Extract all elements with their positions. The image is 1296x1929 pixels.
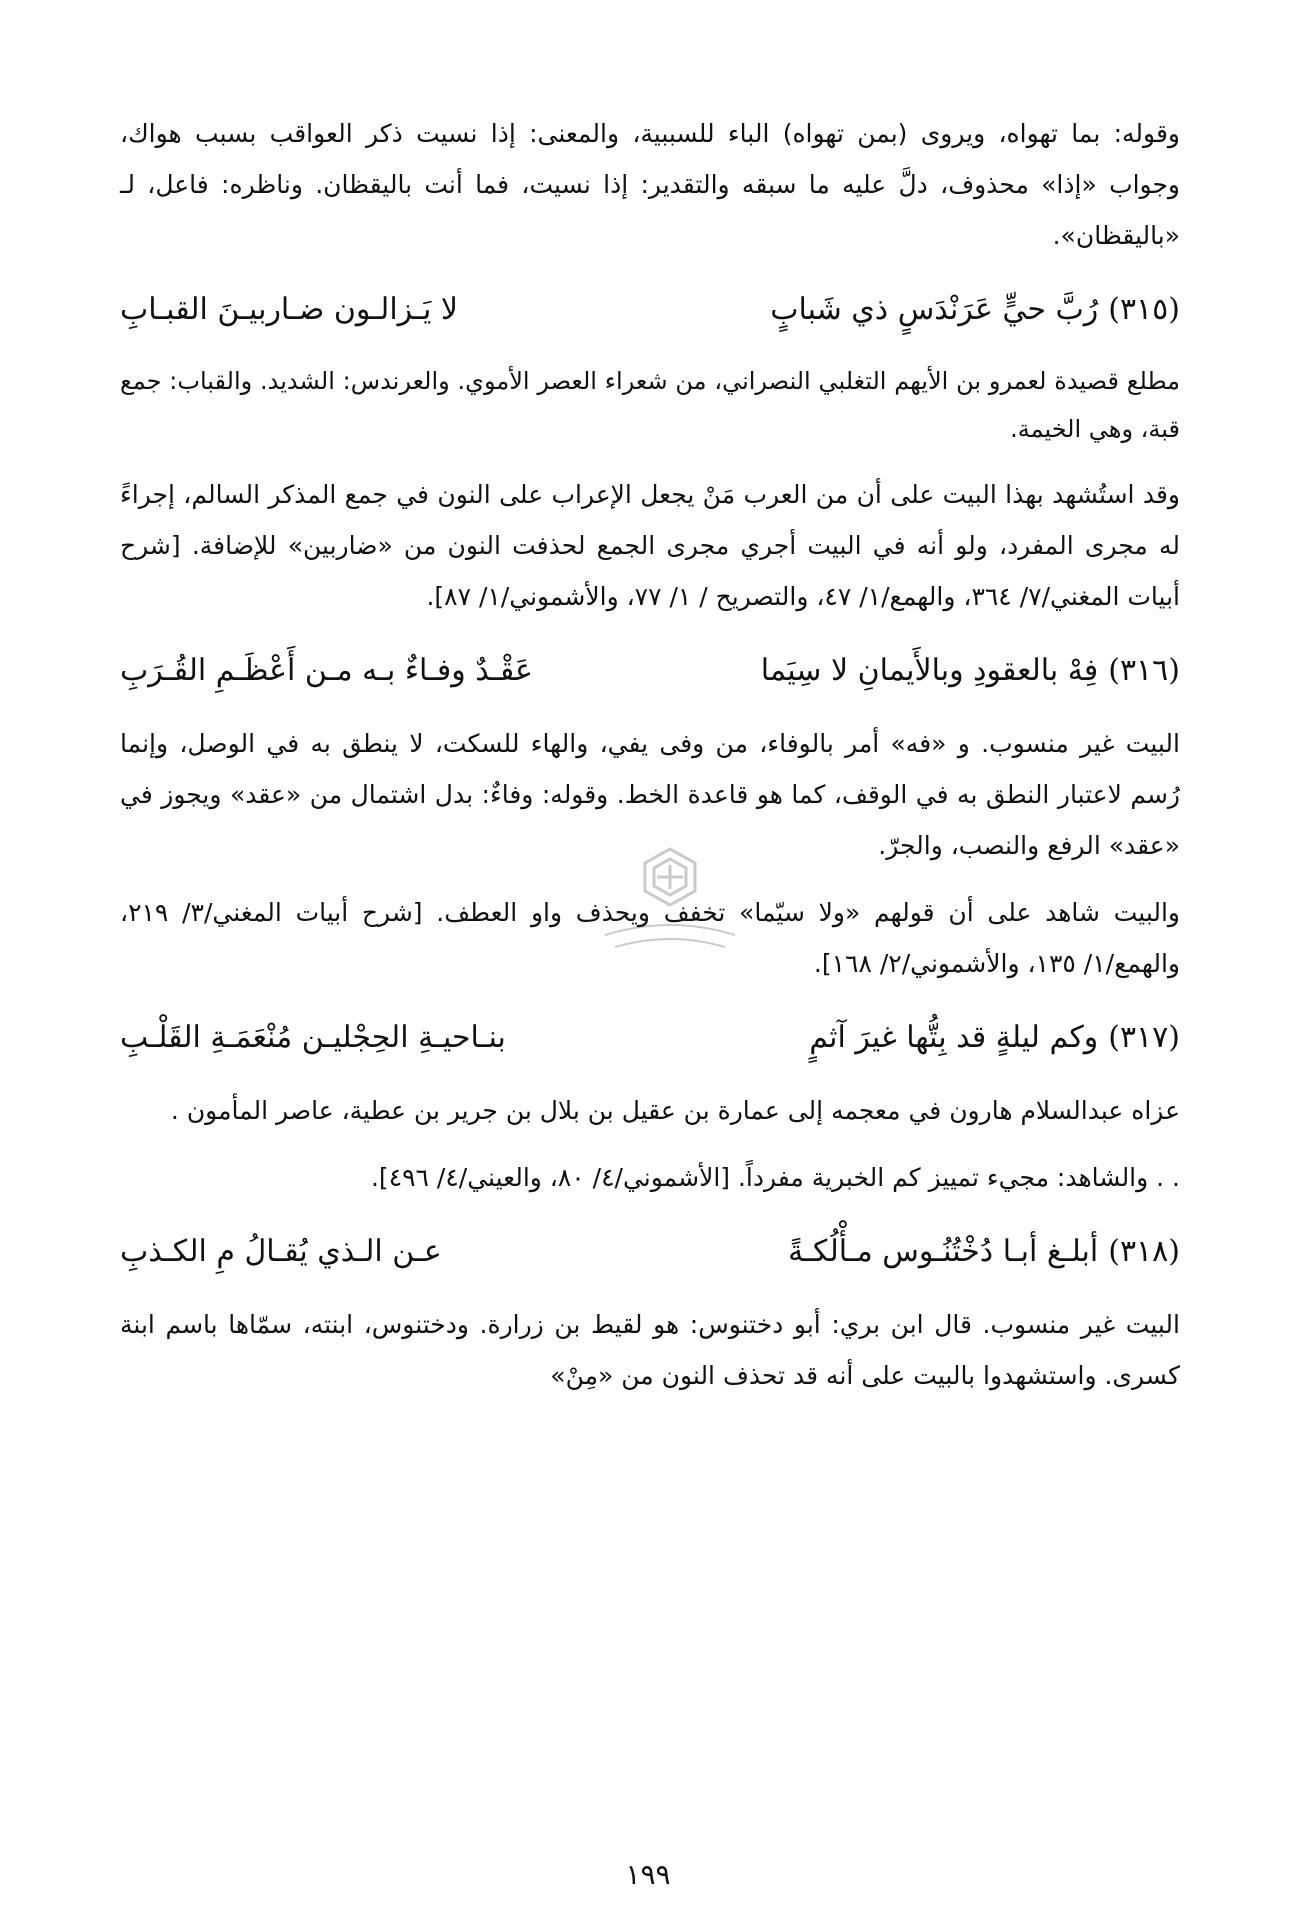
verse-number: (٣١٦) (1108, 653, 1180, 688)
paragraph-attribution-315: مطلع قصيدة لعمرو بن الأيهم التغلبي النصراني، من شعراء العصر الأموي. والعرندس: الشديد. والقباب: جمع قبة، وهي الخيمة. (120, 367, 1180, 443)
verse-number: (٣١٥) (1108, 292, 1180, 327)
verse-number: (٣١٨) (1108, 1234, 1180, 1269)
paragraph-commentary-316: البيت غير منسوب. و «فه» أمر بالوفاء، من وفى يفي، والهاء للسكت، لا ينطق به في الوصل، وإنما رُسم لاعتبار النطق به في الوقف، كما هو قاعدة الخط. وقوله: وفاءٌ: بدل اشتمال من «عقد» ويجوز في «عقد» الرفع والنصب، والجرّ. (120, 729, 1180, 860)
paragraph-commentary-318: البيت غير منسوب. قال ابن بري: أبو دختنوس: هو لقيط بن زرارة. ودختنوس، ابنته، سمّاها باسم ابنة كسرى. واستشهدوا بالبيت على أنه قد تحذف النون من «مِنْ» (120, 1310, 1180, 1390)
page-number: ١٩٩ (625, 1858, 671, 1891)
paragraph-citation-317: . . والشاهد: مجيء تمييز كم الخبرية مفرداً. [الأشموني/٤/ ٨٠، والعيني/٤/ ٤٩٦]. (370, 1163, 1180, 1192)
paragraph-commentary-315: وقد استُشهد بهذا البيت على أن من العرب مَنْ يجعل الإعراب على النون في جمع المذكر السالم، إجراءً له مجرى المفرد، ولو أنه في البيت أجري مجرى الجمع لحذفت النون من «ضاربين» للإضافة. [شرح أبيات المغني/٧/ ٣٦٤، والهمع/١/ ٤٧، والتصريح / ١/ ٧٧، والأشموني/١/ ٨٧]. (120, 480, 1180, 611)
verse-first-hemistich: فِهْ بالعقودِ وبالأَيمانِ لا سِيَما (760, 653, 1099, 688)
verse-first-hemistich: أبلـغ أبـا دُخْتُنُـوس مـأْلُكـةً (788, 1234, 1099, 1269)
verse-316 (120, 644, 1180, 698)
paragraph-commentary-314: وقوله: بما تهواه، ويروى (بمن تهواه) الباء للسببية، والمعنى: إذا نسيت ذكر العواقب بسبب هواك، وجواب «إذا» محذوف، دلَّ عليه ما سبقه والتقدير: إذا نسيت، فما أنت باليقظان. وناظره: فاعل، لـ «باليقظان». (120, 119, 1180, 250)
verse-second-hemistich: عـن الـذي يُقـالُ مِ الكـذبِ (120, 1234, 442, 1269)
verse-first-hemistich: وكم ليلةٍ قد بِتُّها غيرَ آثمٍ (809, 1020, 1099, 1055)
verse-318 (120, 1225, 1180, 1279)
seal-watermark-icon (595, 845, 745, 955)
verse-317 (120, 1011, 1180, 1065)
paragraph-attribution-317: عزاه عبدالسلام هارون في معجمه إلى عمارة بن عقيل بن بلال بن جرير بن عطية، عاصر المأمون . (170, 1096, 1180, 1125)
verse-first-hemistich: رُبَّ حيٍّ عَرَنْدَسٍ ذي شَبابٍ (770, 292, 1099, 327)
verse-second-hemistich: بنـاحيـةِ الحِجْليـن مُنْعَمَـةِ القَلْـبِ (120, 1020, 506, 1055)
verse-second-hemistich: لا يَـزالـون ضـاربيـنَ القبـابِ (120, 292, 458, 327)
paragraph-citation-316: والبيت شاهد على أن قولهم «ولا سيّما» تخفف ويحذف واو العطف. [شرح أبيات المغني/٣/ ٢١٩، والهمع/١/ ١٣٥، والأشموني/٢/ ١٦٨]. (120, 898, 1180, 978)
verse-number: (٣١٧) (1108, 1020, 1180, 1055)
verse-315 (120, 283, 1180, 337)
page-content (120, 108, 1180, 1401)
verse-second-hemistich: عَقْـدٌ وفـاءٌ بـه مـن أَعْظَـمِ القُـرَبِ (120, 653, 533, 688)
